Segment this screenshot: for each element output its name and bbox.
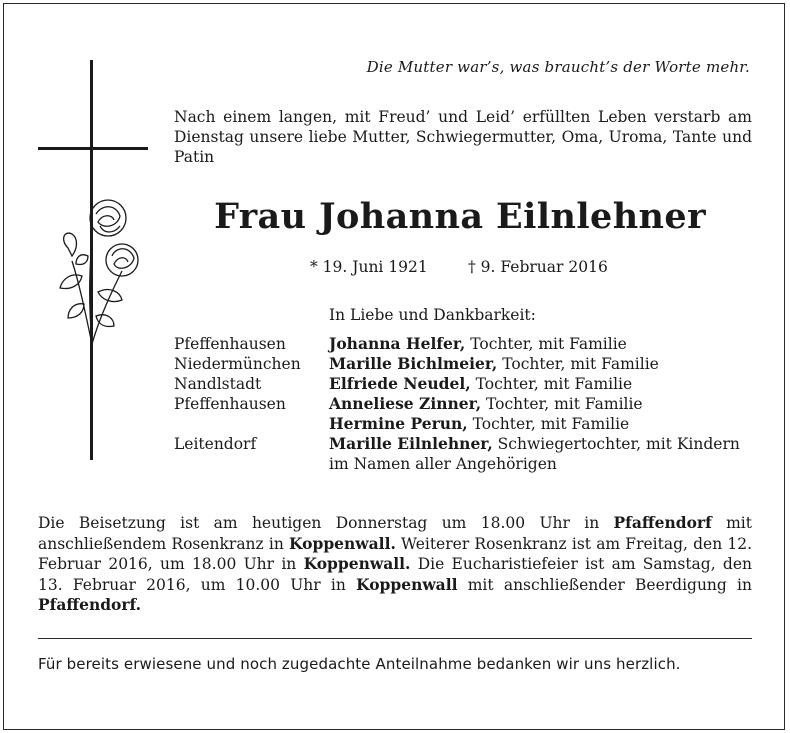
mourner-row [174,354,764,374]
motto: Die Mutter war’s, was braucht’s der Worte mehr. [366,58,750,76]
cross-horizontal-bar [38,147,148,150]
mourner-place [174,414,329,434]
mourner-relation: Tochter, mit Familie [497,355,659,373]
funeral-details [38,513,752,616]
mourner-relation: im Namen aller Angehörigen [329,455,557,473]
mourner-relation: Tochter, mit Familie [481,395,643,413]
funeral-text: mit anschließendem Rosenkranz in [38,514,752,553]
mourner-place: Pfeffenhausen [174,335,286,353]
mourner-row [174,414,764,434]
funeral-place: Pfaffendorf. [38,595,142,614]
funeral-place: Koppenwall [356,574,458,594]
mourner-name: Marille Eilnlehner, [329,434,493,453]
closing-text: Für bereits erwiesene und noch zugedachte Anteilnahme bedanken wir uns herzlich. [38,655,681,673]
mourner-name: Anneliese Zinner, [329,394,482,413]
funeral-place: Pfaffendorf [613,513,712,532]
life-dates [310,258,608,276]
mourner-name: Marille Bichlmeier, [329,354,498,373]
intro-text: Nach einem langen, mit Freud’ und Leid’ erfüllten Leben verstarb am Dienstag unsere liebe Mutter, Schwiegermutter, Oma, Uroma, Tante und Patin [174,108,752,166]
mourner-place: Nandlstadt [174,375,262,393]
mourner-row [174,394,764,414]
thanks-intro: In Liebe und Dankbarkeit: [329,306,536,324]
funeral-place: Koppenwall. [289,533,396,553]
funeral-text: mit anschließender Beerdigung in [457,575,752,594]
mourner-relation: Tochter, mit Familie [470,375,633,393]
funeral-text: Die Beisetzung ist am heutigen Donnerstag um 18.00 Uhr in [38,514,614,532]
death-date: † 9. Februar 2016 [468,258,608,276]
funeral-text: Weiterer Rosenkranz ist am Freitag, den 12. Februar 2016, um 18.00 Uhr in [38,534,753,573]
mourner-name: Elfriede Neudel, [329,374,471,393]
birth-date: * 19. Juni 1921 [310,258,428,276]
roses-icon [52,196,144,346]
mourner-row [174,434,764,454]
deceased-name: Frau Johanna Eilnlehner [214,196,706,237]
mourner-place: Pfeffenhausen [174,395,286,413]
funeral-place: Koppenwall. [303,554,411,573]
mourner-name: Johanna Helfer, [329,334,466,353]
mourner-relation: Tochter, mit Familie [467,415,630,433]
mourner-relation: Schwiegertochter, mit Kindern [492,435,740,453]
mourner-row [174,334,764,354]
mourner-place: Niedermünchen [174,355,301,373]
mourner-name: Hermine Perun, [329,414,468,433]
mourner-row [174,374,764,394]
mourners-list [174,334,764,474]
mourner-relation: Tochter, mit Familie [465,335,627,353]
funeral-text: Die Eucharistiefeier ist am Samstag, den 13. Februar 2016, um 10.00 Uhr in [38,555,753,594]
divider [38,638,752,639]
mourner-place [174,454,329,474]
mourner-row [174,454,764,474]
mourner-place: Leitendorf [174,435,257,453]
